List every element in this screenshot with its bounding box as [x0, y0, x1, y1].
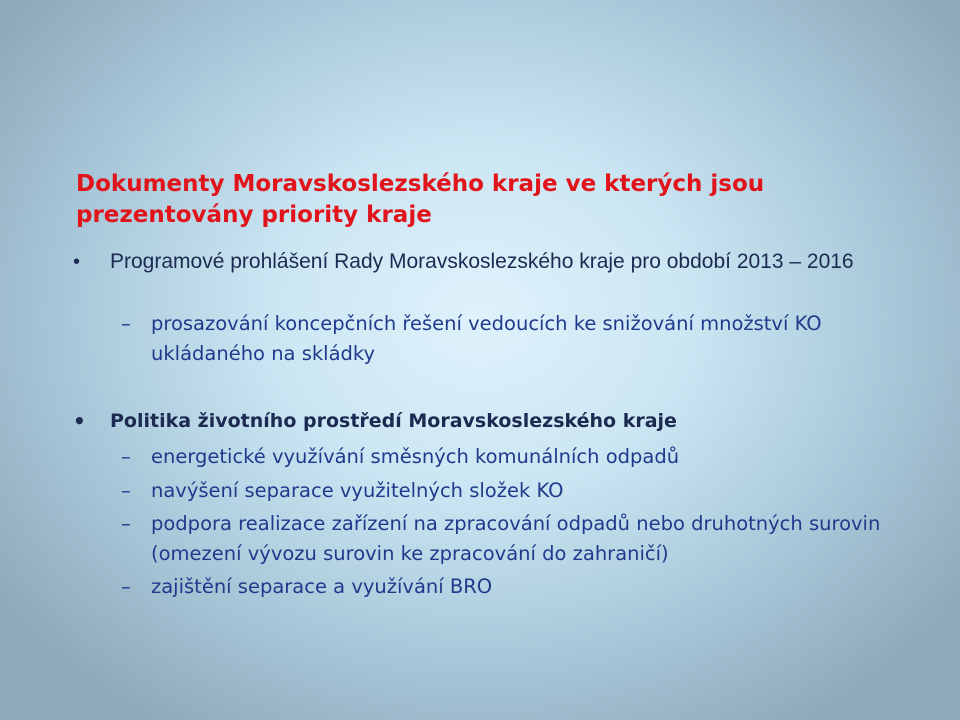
- slide-title: Dokumenty Moravskoslezského kraje ve kterých jsou prezentovány priority kraje: [76, 171, 765, 228]
- bullet-marker: •: [73, 251, 81, 273]
- dash-marker: –: [121, 445, 131, 468]
- sub-item: [121, 309, 881, 369]
- sub-item-text: navýšení separace využitelných složek KO: [151, 479, 564, 502]
- bullet-text: Politika životního prostředí Moravskoslezského kraje: [110, 410, 677, 432]
- sub-item: [121, 442, 911, 472]
- dash-marker: –: [121, 512, 131, 535]
- sub-item-text: zajištění separace a využívání BRO: [151, 575, 493, 598]
- dash-marker: –: [121, 479, 131, 502]
- sub-item: [121, 509, 896, 569]
- bullet-item: [73, 247, 910, 277]
- sub-item-text: podpora realizace zařízení na zpracování odpadů nebo druhotných surovin (omezení vývozu surovin ke zpracování do zahraničí): [151, 512, 881, 565]
- bullet-text: Programové prohlášení Rady Moravskoslezského kraje pro období 2013 – 2016: [110, 250, 854, 273]
- dash-marker: –: [121, 312, 131, 335]
- sub-item: [121, 572, 911, 602]
- bullet-marker: •: [73, 409, 86, 433]
- bullet-item: [73, 406, 910, 436]
- sub-item-text: prosazování koncepčních řešení vedoucích ke snižování množství KO ukládaného na skládky: [151, 312, 822, 365]
- sub-item: [121, 476, 911, 506]
- dash-marker: –: [121, 575, 131, 598]
- sub-item-text: energetické využívání směsných komunálních odpadů: [151, 445, 680, 468]
